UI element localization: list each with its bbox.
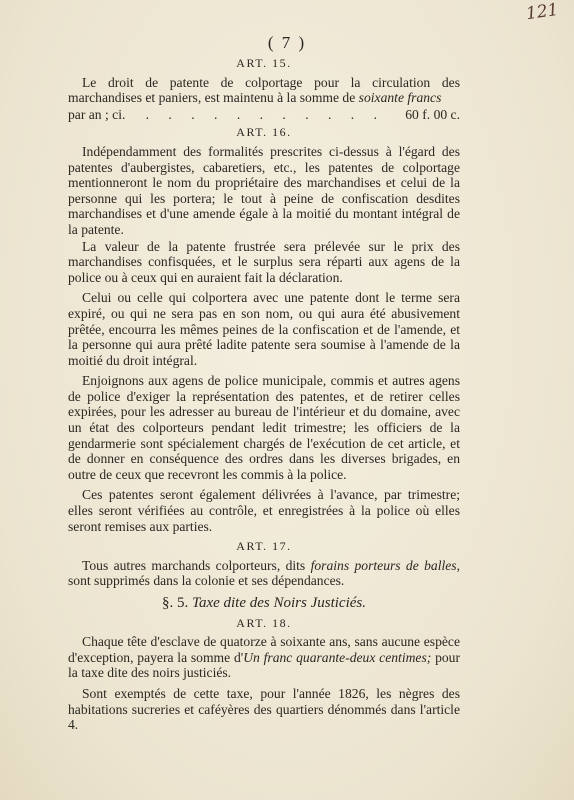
section-5-title: §. 5. Taxe dite des Noirs Justiciés. — [161, 595, 367, 611]
page-number: ( 7 ) — [267, 33, 307, 52]
rate-value: 60 f. 00 c. — [405, 106, 460, 122]
article-15-amount: soixante francs — [358, 90, 442, 106]
article-16-paragraph-5: Ces patentes seront également délivrées à l'avance, par trimestre; elles seront vérifiées au contrôle, et enregistrées à la police où elles seront remises aux parties. — [68, 487, 460, 534]
article-18-heading: ART. 18. — [236, 615, 292, 630]
rate-label: par an ; ci. — [68, 106, 126, 122]
article-15-rate-line — [68, 107, 460, 123]
article-18-paragraph-2: Sont exemptés de cette taxe, pour l'année 1826, les nègres des habitations sucreries et caféyères des quartiers dénommés dans l'article 4. — [68, 685, 460, 733]
article-16-paragraph-1: Indépendamment des formalités prescrites ci-dessus à l'égard des patentes d'aubergistes, cabaretiers, etc., les patentes de colportage mentionneront le nom du propriétaire des marchandises et celui de la personne qui les portera; le tout à peine de confiscation desdites marchandises et d'une amende égale à la moitié du montant intégral de la patente. — [68, 143, 460, 237]
article-15-text: Le droit de patente de colportage pour la circulation des marchandises et paniers, est maintenu à la somme de soixante francs — [68, 74, 460, 106]
article-15-heading: ART. 15. — [236, 56, 292, 70]
article-16-paragraph-4: Enjoignons aux agens de police municipale, commis et autres agens de police d'exiger la représentation des patentes, et de retirer celles expirées, pour les adresser au bureau de l'intérieur et du domaine, avec un état des colporteurs pendant ledit trimestre; les officiers de la gendarmerie sont spécialement chargés de l'exécution de cet article, et de donner en conséquence des ordres dans les diverses brigades, en outre de ceux que recevront les commis à la police. — [68, 373, 460, 482]
article-16-paragraph-3: Celui ou celle qui colportera avec une patente dont le terme sera expiré, ou qui ne sera pas en son nom, ou qui aura été abusivement prêtée, encourra les mêmes peines de la confiscation et de l'amende, et la personne qui aura prêté ladite patente sera soumise à l'amende de la moitié du droit intégral. — [68, 290, 460, 368]
rate-leader-dots: . . . . . . . . . . . — [145, 106, 385, 122]
page-body — [68, 54, 460, 738]
article-16-paragraph-2: La valeur de la patente frustrée sera prélevée sur le prix des marchandises confisquées, et le surplus sera réparti aux agens de la police ou à ceux qui en auraient fait la déclaration. — [68, 238, 460, 285]
article-16-heading: ART. 16. — [236, 125, 292, 140]
handwritten-page-mark: 121 — [524, 0, 560, 25]
article-18-paragraph-1: Chaque tête d'esclave de quatorze à soixante ans, sans aucune espèce d'exception, payera la somme d'Un franc quarante-deux centimes; pour la taxe dite des noirs justiciés. — [68, 634, 460, 681]
article-17-heading: ART. 17. — [236, 539, 292, 554]
article-17-text: Tous autres marchands colporteurs, dits forains porteurs de balles, sont supprimés dans la colonie et ses dépendances. — [68, 557, 460, 589]
